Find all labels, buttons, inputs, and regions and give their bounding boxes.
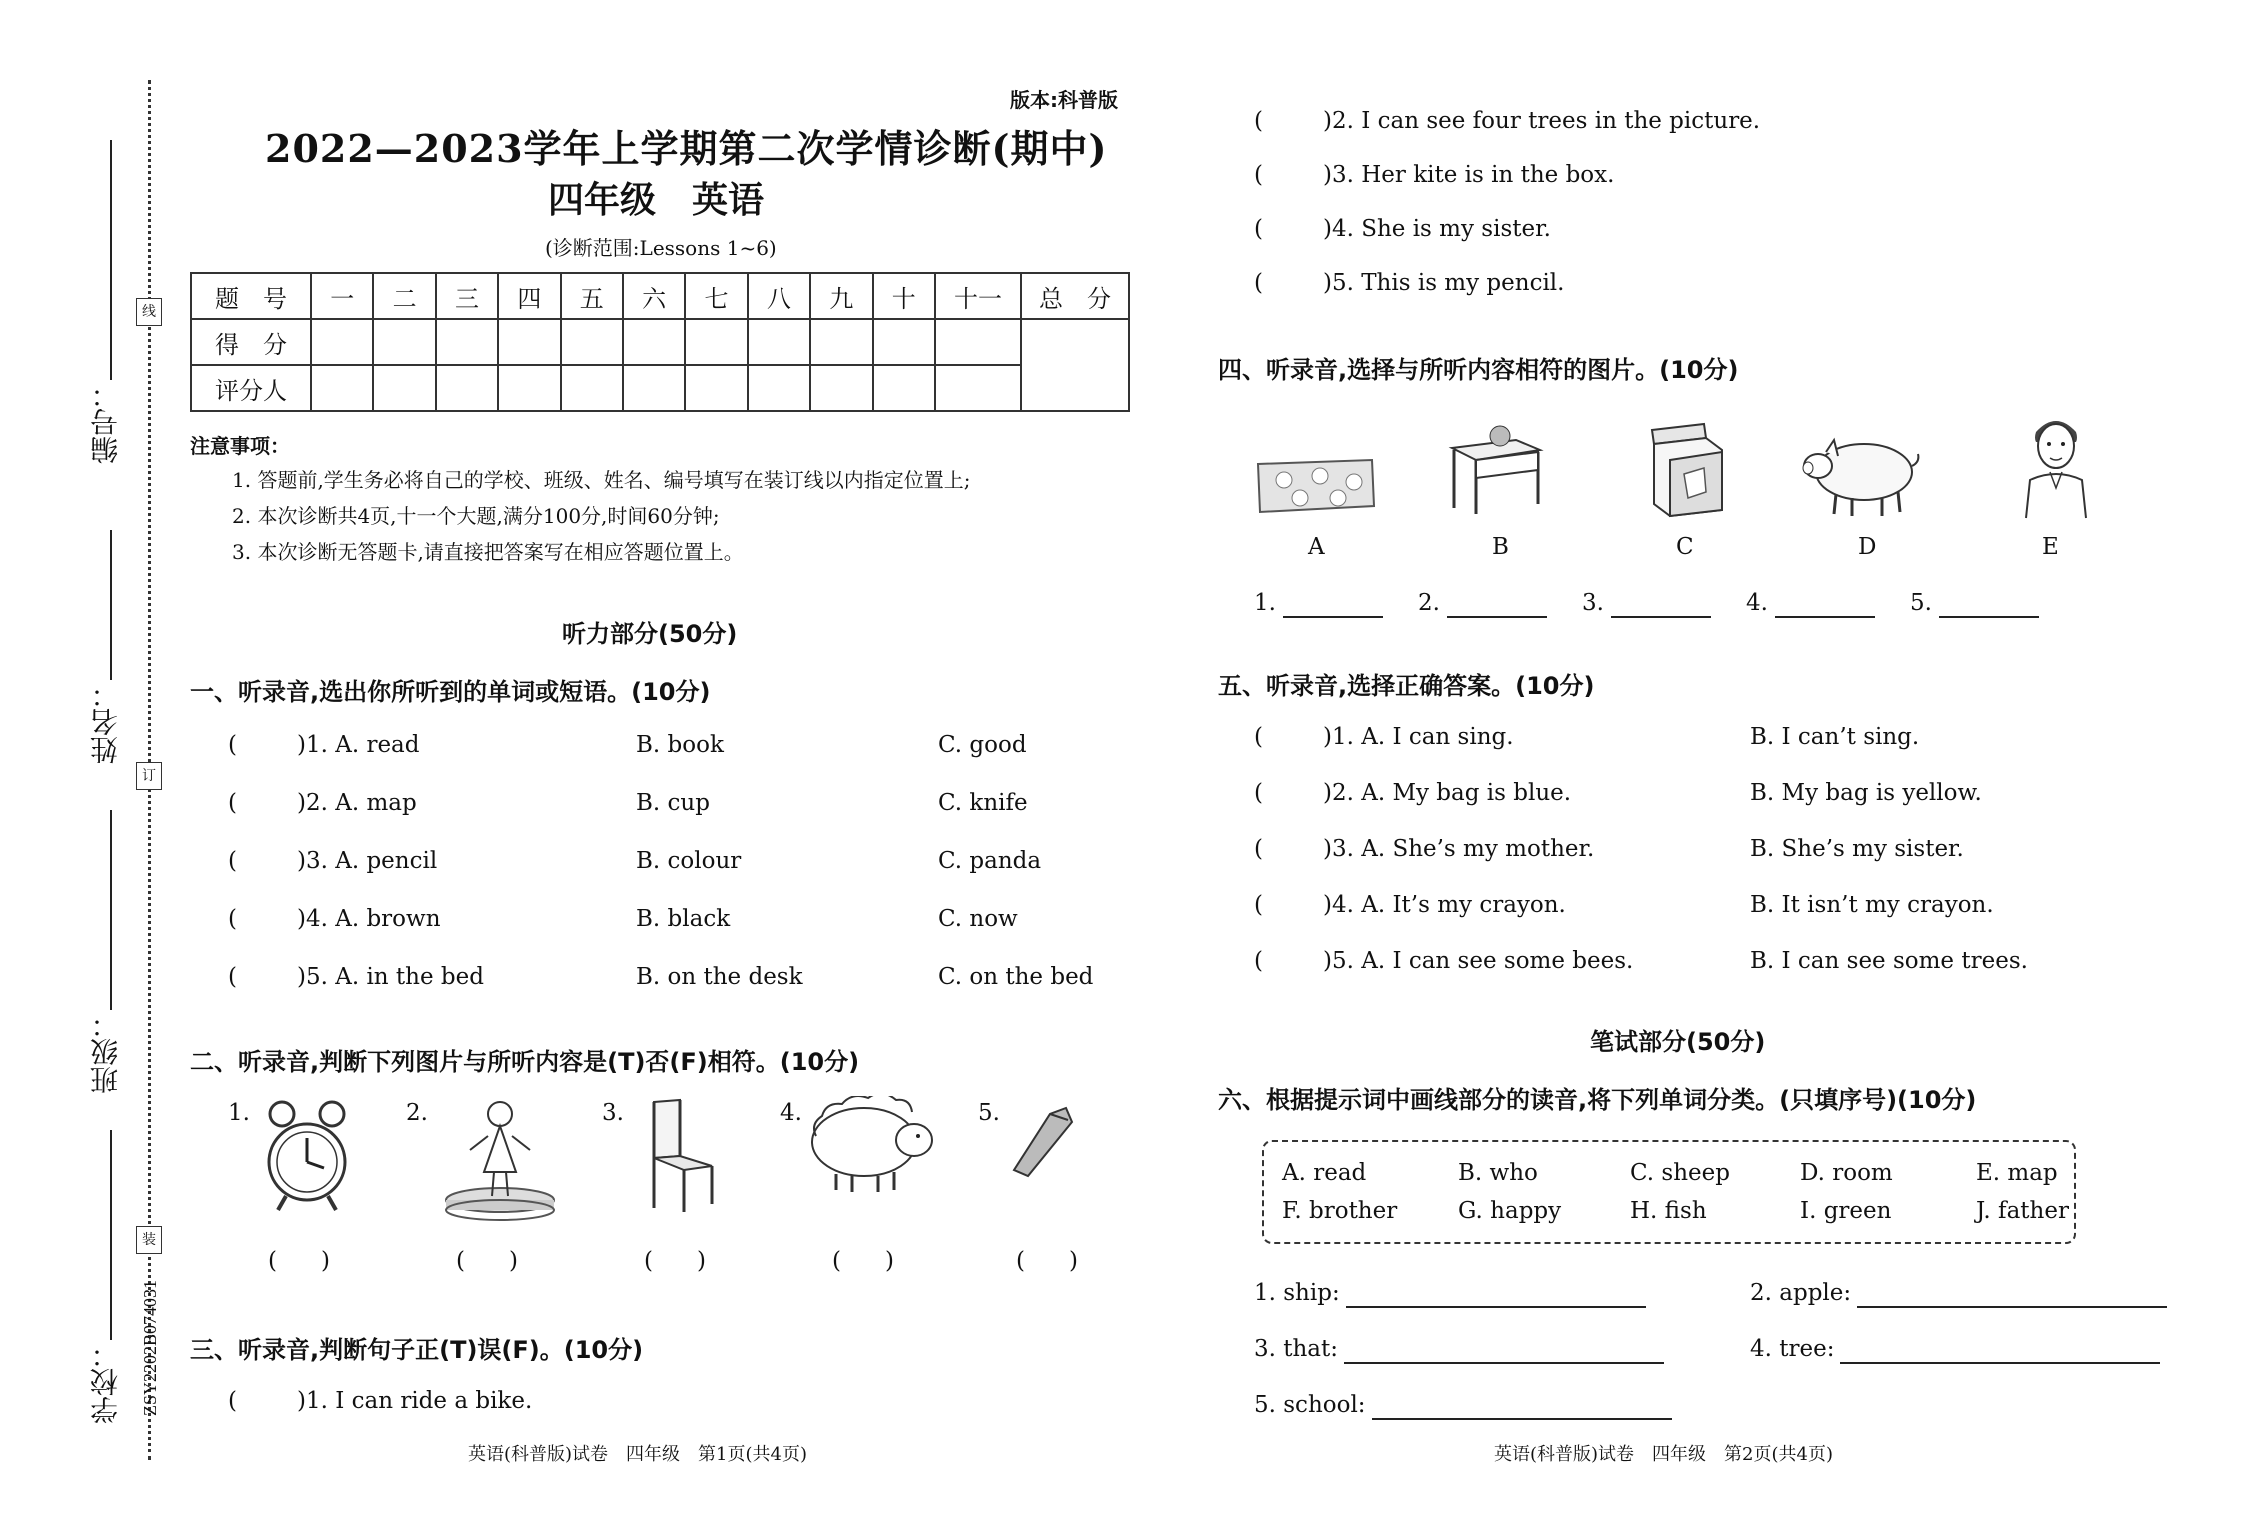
sec5-q1-b: B. I can’t sing. xyxy=(1750,724,1920,750)
answer-line[interactable] xyxy=(1840,1336,2160,1364)
blank-number: 5. xyxy=(1910,590,1932,616)
word-a: A. read xyxy=(1282,1160,1367,1186)
grader-cell[interactable] xyxy=(498,365,560,411)
score-cell[interactable] xyxy=(436,319,498,365)
option-a: )1. A. I can sing. xyxy=(1322,724,1514,750)
page1-footer: 英语(科普版)试卷 四年级 第1页(共4页) xyxy=(468,1444,807,1465)
sec5-q4: ( )4. A. It’s my crayon. xyxy=(1254,892,1566,918)
grader-cell[interactable] xyxy=(623,365,685,411)
prompt-word: 5. school: xyxy=(1254,1392,1366,1418)
option-a: )5. A. I can see some bees. xyxy=(1322,948,1634,974)
sec3-q2: ( )2. I can see four trees in the picture. xyxy=(1254,108,1761,134)
answer-line[interactable] xyxy=(1283,590,1383,618)
sec2-paren-1[interactable]: ( ) xyxy=(268,1248,330,1274)
sec3-title: 三、听录音,判断句子正(T)误(F)。(10分) xyxy=(190,1336,644,1364)
prompt-word: 1. ship: xyxy=(1254,1280,1340,1306)
word-g: G. happy xyxy=(1458,1198,1562,1224)
sec1-title: 一、听录音,选出你所听到的单词或短语。(10分) xyxy=(190,678,711,706)
answer-line[interactable] xyxy=(1447,590,1547,618)
answer-line[interactable] xyxy=(1611,590,1711,618)
grader-cell[interactable] xyxy=(935,365,1021,411)
grader-cell[interactable] xyxy=(561,365,623,411)
col-6: 六 xyxy=(623,273,685,319)
school-label: 学校： xyxy=(89,1340,122,1424)
sec2-num-3: 3. xyxy=(602,1100,624,1126)
option-a: )3. A. pencil xyxy=(296,848,438,874)
sec6-prompt-1 xyxy=(1254,1280,1646,1308)
word-i: I. green xyxy=(1800,1198,1892,1224)
blank-number: 3. xyxy=(1582,590,1604,616)
box-picture-c xyxy=(1644,420,1728,520)
sec2-title: 二、听录音,判断下列图片与所听内容是(T)否(F)相符。(10分) xyxy=(190,1048,860,1076)
sec5-q1: ( )1. A. I can sing. xyxy=(1254,724,1514,750)
option-a: )2. A. map xyxy=(296,790,417,816)
score-cell[interactable] xyxy=(748,319,810,365)
score-cell[interactable] xyxy=(311,319,373,365)
sec6-prompt-4 xyxy=(1750,1336,2160,1364)
sec5-q5-b: B. I can see some trees. xyxy=(1750,948,2028,974)
sec2-paren-4[interactable]: ( ) xyxy=(832,1248,894,1274)
writing-header: 笔试部分(50分) xyxy=(1590,1028,1766,1056)
sec5-q5: ( )5. A. I can see some bees. xyxy=(1254,948,1634,974)
col-9: 九 xyxy=(810,273,872,319)
number-label: 编号： xyxy=(89,380,122,464)
sec6-prompt-5 xyxy=(1254,1392,1672,1420)
name-underline[interactable] xyxy=(110,530,112,680)
sec3-q4-text: )4. She is my sister. xyxy=(1322,216,1551,242)
name-label: 姓名： xyxy=(89,680,122,764)
grader-cell[interactable] xyxy=(810,365,872,411)
sec1-q3-b: B. colour xyxy=(636,848,742,874)
class-label: 班级： xyxy=(89,1010,122,1094)
sec2-paren-5[interactable]: ( ) xyxy=(1016,1248,1078,1274)
total-score-cell[interactable] xyxy=(1021,319,1129,411)
sec6-title: 六、根据提示词中画线部分的读音,将下列单词分类。(只填序号)(10分) xyxy=(1218,1086,1977,1114)
blank-number: 1. xyxy=(1254,590,1276,616)
sec3-q1-text: )1. I can ride a bike. xyxy=(296,1388,533,1414)
sec1-q4-c: C. now xyxy=(938,906,1018,932)
word-d: D. room xyxy=(1800,1160,1893,1186)
sec3-q3-text: )3. Her kite is in the box. xyxy=(1322,162,1615,188)
sec1-q4: ( )4. A. brown xyxy=(228,906,441,932)
girl-on-stage-picture xyxy=(440,1096,560,1222)
word-h: H. fish xyxy=(1630,1198,1707,1224)
option-a: )3. A. She’s my mother. xyxy=(1322,836,1595,862)
sec4-letter-a: A xyxy=(1308,534,1325,560)
option-a: )2. A. My bag is blue. xyxy=(1322,780,1572,806)
chair-picture xyxy=(640,1096,720,1216)
grader-cell[interactable] xyxy=(436,365,498,411)
school-underline[interactable] xyxy=(110,1130,112,1340)
version-label: 版本:科普版 xyxy=(1010,88,1118,112)
option-a: )1. A. read xyxy=(296,732,420,758)
sec5-q2-b: B. My bag is yellow. xyxy=(1750,780,1982,806)
answer-line[interactable] xyxy=(1346,1280,1646,1308)
grader-cell[interactable] xyxy=(873,365,935,411)
word-j: J. father xyxy=(1976,1198,2069,1224)
sheep-picture xyxy=(806,1096,936,1196)
score-cell[interactable] xyxy=(623,319,685,365)
answer-line[interactable] xyxy=(1372,1392,1672,1420)
sec1-q4-b: B. black xyxy=(636,906,731,932)
sec3-q1: ( )1. I can ride a bike. xyxy=(228,1388,533,1414)
answer-line[interactable] xyxy=(1344,1336,1664,1364)
sec1-q5-c: C. on the bed xyxy=(938,964,1094,990)
row-label-score: 得 分 xyxy=(191,319,311,365)
sec2-paren-3[interactable]: ( ) xyxy=(644,1248,706,1274)
sec1-q1-c: C. good xyxy=(938,732,1027,758)
sec2-num-4: 4. xyxy=(780,1100,802,1126)
sec1-q2-c: C. knife xyxy=(938,790,1028,816)
sec1-q1-b: B. book xyxy=(636,732,724,758)
sec4-blank-1 xyxy=(1254,590,1383,618)
sec4-letter-d: D xyxy=(1858,534,1877,560)
boy-picture-e xyxy=(2020,410,2090,520)
sec1-q1: ( )1. A. read xyxy=(228,732,420,758)
score-cell[interactable] xyxy=(685,319,747,365)
knife-picture xyxy=(1010,1100,1080,1180)
sec2-paren-2[interactable]: ( ) xyxy=(456,1248,518,1274)
sec5-q2: ( )2. A. My bag is blue. xyxy=(1254,780,1572,806)
binding-mark-line: 线 xyxy=(136,298,162,326)
sec4-letter-b: B xyxy=(1492,534,1509,560)
col-7: 七 xyxy=(685,273,747,319)
col-4: 四 xyxy=(498,273,560,319)
blank-number: 4. xyxy=(1746,590,1768,616)
grader-cell[interactable] xyxy=(311,365,373,411)
sec5-q3: ( )3. A. She’s my mother. xyxy=(1254,836,1595,862)
note-1: 1. 答题前,学生务必将自己的学校、班级、姓名、编号填写在装订线以内指定位置上; xyxy=(232,468,971,492)
answer-line[interactable] xyxy=(1775,590,1875,618)
sec5-title: 五、听录音,选择正确答案。(10分) xyxy=(1218,672,1595,700)
word-b: B. who xyxy=(1458,1160,1538,1186)
page2-footer: 英语(科普版)试卷 四年级 第2页(共4页) xyxy=(1494,1444,1833,1465)
col-11: 十一 xyxy=(935,273,1021,319)
col-8: 八 xyxy=(748,273,810,319)
answer-line[interactable] xyxy=(1857,1280,2167,1308)
sec4-blank-4 xyxy=(1746,590,1875,618)
sec1-q2: ( )2. A. map xyxy=(228,790,417,816)
word-box xyxy=(1262,1140,2076,1244)
sec1-q3-c: C. panda xyxy=(938,848,1042,874)
alarm-clock-picture xyxy=(262,1096,352,1216)
blank-number: 2. xyxy=(1418,590,1440,616)
sec6-prompt-3 xyxy=(1254,1336,1664,1364)
score-table xyxy=(190,272,1130,412)
grader-cell[interactable] xyxy=(373,365,435,411)
option-a: )5. A. in the bed xyxy=(296,964,484,990)
class-underline[interactable] xyxy=(110,810,112,1010)
sec2-num-1: 1. xyxy=(228,1100,250,1126)
score-cell[interactable] xyxy=(935,319,1021,365)
binding-mark-bind: 订 xyxy=(136,762,162,790)
exam-scope: (诊断范围:Lessons 1~6) xyxy=(545,236,777,260)
col-2: 二 xyxy=(373,273,435,319)
word-e: E. map xyxy=(1976,1160,2058,1186)
sec2-num-5: 5. xyxy=(978,1100,1000,1126)
sec4-letter-e: E xyxy=(2042,534,2059,560)
notes-title: 注意事项： xyxy=(190,434,290,458)
option-a: )4. A. brown xyxy=(296,906,441,932)
sec3-q5-text: )5. This is my pencil. xyxy=(1322,270,1565,296)
sec6-prompt-2 xyxy=(1750,1280,2167,1308)
pig-picture-d xyxy=(1800,428,1920,518)
score-cell[interactable] xyxy=(498,319,560,365)
sec1-q2-b: B. cup xyxy=(636,790,710,816)
note-3: 3. 本次诊断无答题卡,请直接把答案写在相应答题位置上。 xyxy=(232,540,744,564)
word-f: F. brother xyxy=(1282,1198,1398,1224)
exam-title: 2022—2023学年上学期第二次学情诊断(期中) xyxy=(265,126,1108,171)
number-underline[interactable] xyxy=(110,140,112,380)
exam-code: ZSY2202B074031 xyxy=(140,1280,160,1417)
row-label-grader: 评分人 xyxy=(191,365,311,411)
desk-picture-b xyxy=(1446,424,1546,514)
col-1: 一 xyxy=(311,273,373,319)
prompt-word: 3. that: xyxy=(1254,1336,1339,1362)
col-10: 十 xyxy=(873,273,935,319)
option-a: )4. A. It’s my crayon. xyxy=(1322,892,1566,918)
prompt-word: 4. tree: xyxy=(1750,1336,1835,1362)
sec5-q3-b: B. She’s my sister. xyxy=(1750,836,1964,862)
exam-subtitle: 四年级 英语 xyxy=(548,179,765,221)
score-cell[interactable] xyxy=(810,319,872,365)
sec3-q5: ( )5. This is my pencil. xyxy=(1254,270,1565,296)
sec1-q5: ( )5. A. in the bed xyxy=(228,964,484,990)
sec4-blank-5 xyxy=(1910,590,2039,618)
sec2-num-2: 2. xyxy=(406,1100,428,1126)
word-c: C. sheep xyxy=(1630,1160,1730,1186)
grader-cell[interactable] xyxy=(748,365,810,411)
prompt-word: 2. apple: xyxy=(1750,1280,1852,1306)
score-cell[interactable] xyxy=(373,319,435,365)
sec1-q5-b: B. on the desk xyxy=(636,964,803,990)
col-5: 五 xyxy=(561,273,623,319)
score-cell[interactable] xyxy=(561,319,623,365)
note-2: 2. 本次诊断共4页,十一个大题,满分100分,时间60分钟; xyxy=(232,504,720,528)
sec4-letter-c: C xyxy=(1676,534,1694,560)
listening-header: 听力部分(50分) xyxy=(562,620,738,648)
sec1-q3: ( )3. A. pencil xyxy=(228,848,438,874)
sec5-q4-b: B. It isn’t my crayon. xyxy=(1750,892,1994,918)
grader-cell[interactable] xyxy=(685,365,747,411)
answer-line[interactable] xyxy=(1939,590,2039,618)
sec4-blank-2 xyxy=(1418,590,1547,618)
sec3-q2-text: )2. I can see four trees in the picture. xyxy=(1322,108,1761,134)
binding-mark-pack: 装 xyxy=(136,1226,162,1254)
blanket-picture-a xyxy=(1254,456,1378,516)
sec4-blank-3 xyxy=(1582,590,1711,618)
sec3-q4: ( )4. She is my sister. xyxy=(1254,216,1551,242)
col-3: 三 xyxy=(436,273,498,319)
row-label-number: 题 号 xyxy=(191,273,311,319)
col-total: 总 分 xyxy=(1021,273,1129,319)
score-cell[interactable] xyxy=(873,319,935,365)
sec3-q3: ( )3. Her kite is in the box. xyxy=(1254,162,1615,188)
sec4-title: 四、听录音,选择与所听内容相符的图片。(10分) xyxy=(1218,356,1739,384)
